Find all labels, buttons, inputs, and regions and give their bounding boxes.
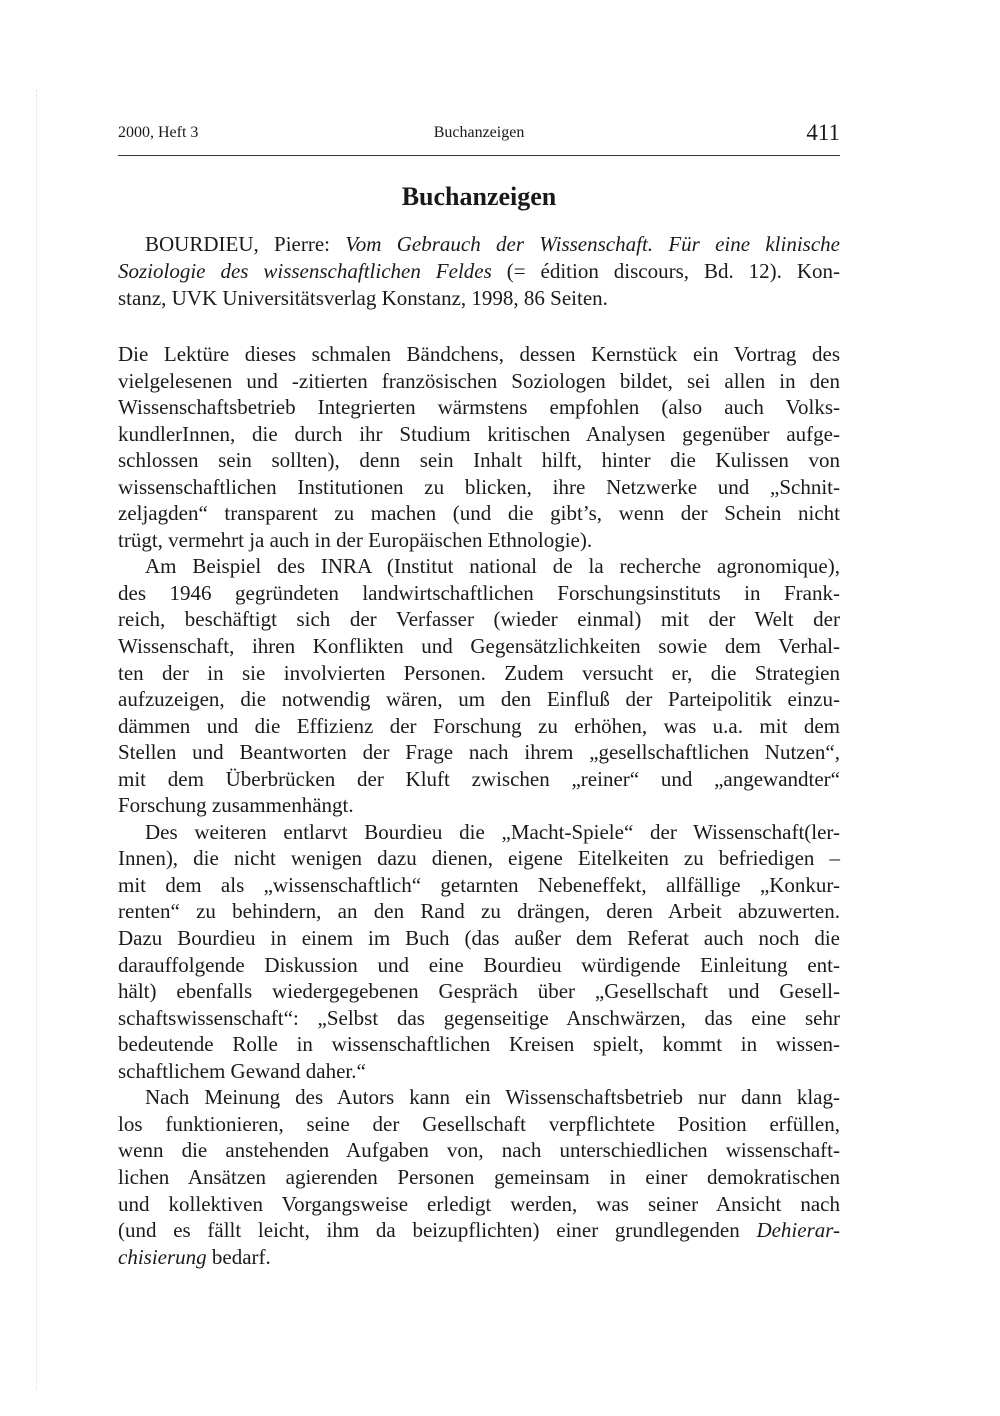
page-number: 411 xyxy=(806,120,840,145)
text-line xyxy=(118,341,840,368)
text-line xyxy=(118,686,840,713)
text-line xyxy=(118,606,840,633)
text-run: lichen Ansätzen agierenden Personen gemeinsam in einer demokratischen xyxy=(118,1164,840,1189)
text-run: Am Beispiel des INRA (Institut national de la recherche agronomique), xyxy=(145,554,840,579)
text-line xyxy=(118,580,840,607)
text-run: Stellen und Beantworten der Frage nach ihrem „gesellschaftlichen Nutzen“, xyxy=(118,740,840,765)
text-run: schaftswissenschaft“: „Selbst das gegenseitige Anschwärzen, das eine sehr xyxy=(118,1005,840,1030)
text-line xyxy=(118,1084,840,1111)
text-run: Wissenschaft, ihren Konflikten und Gegensätzlichkeiten sowie dem Verhal- xyxy=(118,634,840,659)
paragraph xyxy=(118,819,840,1084)
paragraph xyxy=(118,341,840,553)
scan-edge xyxy=(36,90,37,1390)
text-run: (= édition discours, Bd. 12). Kon- xyxy=(491,259,840,283)
text-run: des 1946 gegründeten landwirtschaftlichen Forschungsinstituts in Frank- xyxy=(118,580,840,605)
text-run: mit dem als „wissenschaftlich“ getarnten Nebeneffekt, allfällige „Konkur- xyxy=(118,872,840,897)
text-line xyxy=(118,394,840,421)
text-run: BOURDIEU, Pierre: xyxy=(145,232,346,256)
text-run: reich, beschäftigt sich der Verfasser (wieder einmal) mit der Welt der xyxy=(118,607,840,632)
text-line xyxy=(118,1244,840,1271)
text-line xyxy=(118,845,840,872)
text-run: bedarf. xyxy=(206,1244,271,1269)
text-line xyxy=(118,952,840,979)
italic-text: Dehierar- xyxy=(756,1218,840,1243)
section-label: Buchanzeigen xyxy=(433,124,525,141)
text-line xyxy=(118,553,840,580)
reference-line xyxy=(118,285,840,312)
text-run: trügt, vermehrt ja auch in der Europäischen Ethnologie). xyxy=(118,527,593,552)
reference-line xyxy=(118,231,840,258)
text-line xyxy=(118,474,840,501)
text-run: Nach Meinung des Autors kann ein Wissenschaftsbetrieb nur dann klag- xyxy=(145,1085,840,1110)
text-line xyxy=(118,792,840,819)
text-run: Die Lektüre dieses schmalen Bändchens, dessen Kernstück ein Vortrag des xyxy=(118,342,840,366)
text-line xyxy=(118,819,840,846)
text-line xyxy=(118,872,840,899)
header-rule xyxy=(118,155,840,156)
text-line xyxy=(118,368,840,395)
text-run: schaftlichem Gewand daher.“ xyxy=(118,1058,366,1083)
text-run: bedeutende Rolle in wissenschaftlichen Kreisen spielt, kommt in wissen- xyxy=(118,1032,840,1057)
text-line xyxy=(118,766,840,793)
italic-text: Soziologie des wissenschaftlichen Feldes xyxy=(118,259,492,283)
text-line xyxy=(118,925,840,952)
text-line xyxy=(118,447,840,474)
text-run: aufzuzeigen, die notwendig wären, um den Einfluß der Parteipolitik einzu- xyxy=(118,687,840,712)
text-line xyxy=(118,739,840,766)
running-header xyxy=(118,120,840,150)
text-line xyxy=(118,527,840,554)
book-reference xyxy=(118,231,840,312)
italic-text: Vom Gebrauch der Wissenschaft. Für eine klinische xyxy=(345,232,840,256)
text-line xyxy=(118,421,840,448)
text-run: Innen), die nicht wenigen dazu dienen, eigene Eitelkeiten zu befriedigen – xyxy=(118,846,840,871)
text-run: renten“ zu behindern, an den Rand zu drängen, deren Arbeit abzuwerten. xyxy=(118,899,840,924)
text-run: darauffolgende Diskussion und eine Bourdieu würdigende Einleitung ent- xyxy=(118,952,840,977)
text-run: schlossen sein sollten), denn sein Inhalt hilft, hinter die Kulissen von xyxy=(118,448,840,473)
text-run: Des weiteren entlarvt Bourdieu die „Macht-Spiele“ der Wissenschaft(ler- xyxy=(145,819,840,844)
text-run: und kollektiven Vorgangsweise erledigt werden, was seiner Ansicht nach xyxy=(118,1191,840,1216)
text-line xyxy=(118,1031,840,1058)
text-run: dämmen und die Effizienz der Forschung zu erhöhen, was u.a. mit dem xyxy=(118,713,840,738)
page-title: Buchanzeigen xyxy=(401,182,557,211)
text-run: Forschung zusammenhängt. xyxy=(118,793,354,818)
text-run: (und es fällt leicht, ihm da beizupflichten) einer grundlegenden xyxy=(118,1218,757,1243)
issue-label: 2000, Heft 3 xyxy=(118,124,199,141)
review-body xyxy=(118,341,840,1270)
text-line xyxy=(118,633,840,660)
text-line xyxy=(118,713,840,740)
text-run: los funktionieren, seine der Gesellschaft verpflichtete Position erfüllen, xyxy=(118,1111,840,1136)
text-line xyxy=(118,1058,840,1085)
text-run: vielgelesenen und -zitierten französischen Soziologen bildet, sei allen in den xyxy=(118,368,840,393)
text-line xyxy=(118,500,840,527)
text-run: ten der in sie involvierten Personen. Zudem versucht er, die Strategien xyxy=(118,660,840,685)
italic-text: chisierung xyxy=(118,1244,207,1269)
text-run: stanz, UVK Universitätsverlag Konstanz, 1998, 86 Seiten. xyxy=(118,286,608,310)
text-run: zeljagden“ transparent zu machen (und die gibt’s, wenn der Schein nicht xyxy=(118,501,840,526)
text-run: hält) ebenfalls wiedergegebenen Gespräch über „Gesellschaft und Gesell- xyxy=(118,979,840,1004)
text-run: Dazu Bourdieu in einem im Buch (das außer dem Referat auch noch die xyxy=(118,926,840,951)
text-line xyxy=(118,1111,840,1138)
paragraph xyxy=(118,553,840,818)
text-run: wissenschaftlichen Institutionen zu blicken, ihre Netzwerke und „Schnit- xyxy=(118,474,840,499)
paragraph xyxy=(118,1084,840,1270)
text-line xyxy=(118,660,840,687)
reference-line xyxy=(118,258,840,285)
text-run: kundlerInnen, die durch ihr Studium kritischen Analysen gegenüber aufge- xyxy=(118,421,840,446)
text-line xyxy=(118,1005,840,1032)
text-line xyxy=(118,978,840,1005)
text-run: wenn die anstehenden Aufgaben von, nach unterschiedlichen wissenschaft- xyxy=(118,1138,840,1163)
text-run: mit dem Überbrücken der Kluft zwischen „reiner“ und „angewandter“ xyxy=(118,766,840,791)
text-line xyxy=(118,1217,840,1244)
text-line xyxy=(118,1137,840,1164)
text-line xyxy=(118,898,840,925)
text-line xyxy=(118,1164,840,1191)
text-run: Wissenschaftsbetrieb Integrierten wärmstens empfohlen (also auch Volks- xyxy=(118,395,840,420)
text-line xyxy=(118,1191,840,1218)
